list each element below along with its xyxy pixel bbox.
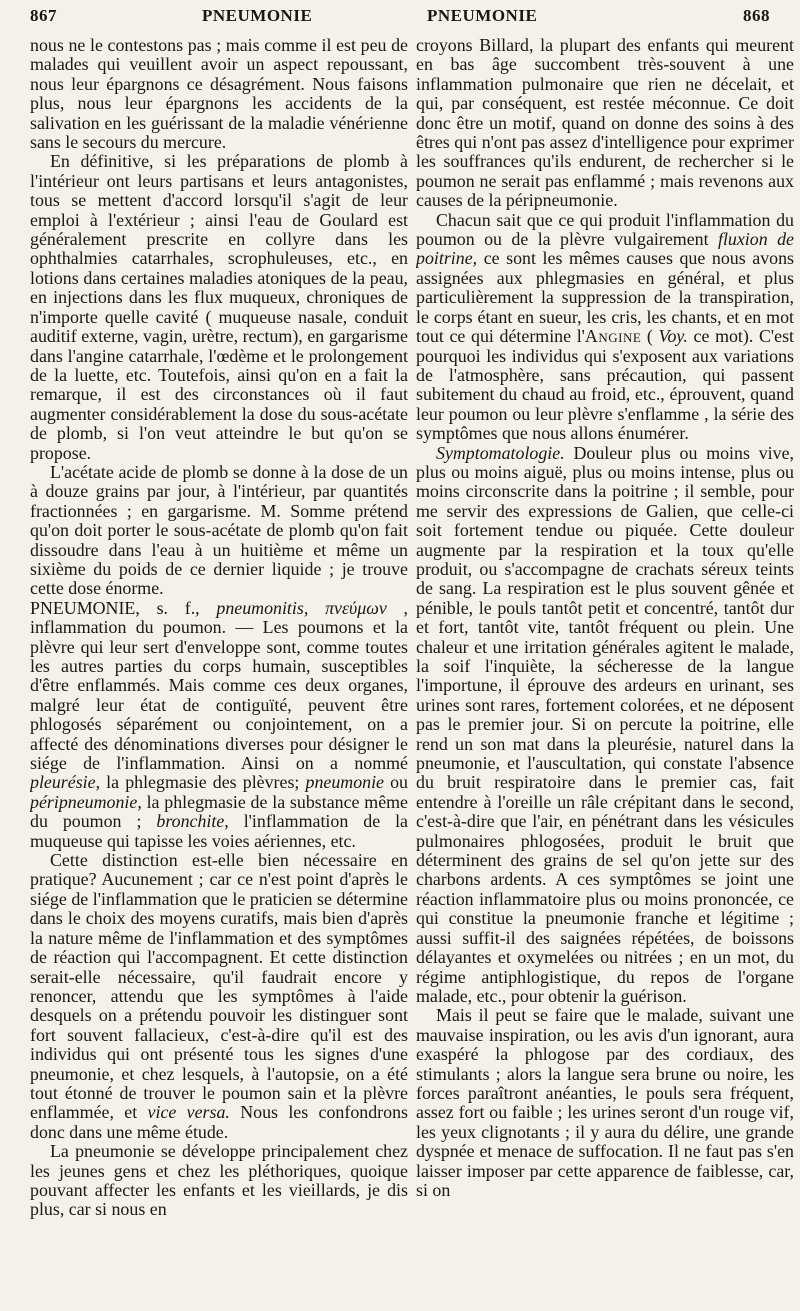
paragraph: Symptomatologie. Douleur plus ou moins vive, plus ou moins aiguë, plus ou moins intense, plus ou moins circonscrite dans la poitrine ; il semble, pour me servir des expressions de Galien, que celle-ci soit fortement tendue ou piquée. Cette douleur augmente par la respiration et la toux qu'elle produit, ou s'accompagne de crachats séreux teints de sang. La respiration est le plus souvent gênée et pénible, le pouls tantôt petit et concentré, tantôt dur et fort, tantôt vite, tantôt fréquent ou plein. Une chaleur et une irritation générales agitent le malade, la soif l'inquiète, la sécheresse de la langue l'importune, il éprouve des ardeurs en urinant, ses urines sont rares, fortement colorées, et ne déposent pas le premier jour. Si on percute la poitrine, elle rend un son mat dans la pleurésie, naturel dans la pneumonie, et l'auscultation, qui constate l'absence du bruit respiratoire dans le premier cas, fait entendre à l'oreille un râle crépitant dans le second, c'est-à-dire que l'air, en pénétrant dans les vésicules pulmonaires phlogosées, produit le bruit que déterminent des grains de sel qu'on jette sur des charbons ardents. A ces symptômes se joint une réaction inflammatoire plus ou moins prononcée, ce qui constitue la pneumonie franche et légitime ; aussi suffit-il des saignées répétées, de boissons délayantes et oxymelées ou nitrées ; en un mot, du régime antiphlogistique, du repos de l'organe malade, etc., pour obtenir la guérison. [416, 442, 794, 1006]
paragraph: croyons Billard, la plupart des enfants qui meurent en bas âge succombent très-souvent à une inflammation pulmonaire que rien ne décelait, et qui, par conséquent, est restée méconnue. Ce doit donc être un motif, quand on donne des soins à des êtres qui n'ont pas assez d'intelligence pour exprimer les souffrances qu'ils endurent, de rechercher si le poumon ne serait pas enflammé ; mais revenons aux causes de la péripneumonie. [416, 36, 794, 211]
paragraph: Mais il peut se faire que le malade, suivant une mauvaise inspiration, ou les avis d'un ignorant, aura exaspéré la phlogose par des cordiaux, des stimulants ; alors la langue sera brune ou noire, les forces paraîtront anéanties, le pouls sera fréquent, assez fort ou faible ; les urines seront d'un rouge vif, les yeux clignotants ; il y aura du délire, une grande dyspnée et menace de suffocation. Il ne faut pas s'en laisser imposer par cette apparence de faiblesse, car, si on [416, 1005, 794, 1200]
entry-pneumonie: PNEUMONIE, s. f., pneumonitis, πνεύμων , inflammation du poumon. — Les poumons et la plèvre qui leur sert d'enveloppe sont, comme toutes les autres parties du corps humain, susceptibles d'être enflammés. Mais comme ces deux organes, malgré leur état de contiguïté, peuvent être phlogosés séparément ou conjointement, on a affecté des dénominations diverses pour désigner le siége de l'inflammation. Ainsi on a nommé pleurésie, la phlegmasie des plèvres; pneumonie ou péripneumonie, la phlegmasie de la substance même du poumon ; bronchite, l'inflammation de la muqueuse qui tapisse les voies aériennes, etc. [30, 597, 408, 851]
page-number-left: 867 [30, 6, 57, 25]
cross-reference: Angine [584, 326, 642, 347]
running-title-right: PNEUMONIE [427, 6, 538, 25]
page-header [30, 6, 770, 32]
right-column [416, 36, 794, 1308]
greek-term: πνεύμων [325, 597, 387, 618]
paragraph: En définitive, si les préparations de plomb à l'intérieur ont leurs partisans et leurs antagonistes, tous se mettent d'accord lorsqu'il s'agit de leur emploi à l'extérieur ; ainsi l'eau de Goulard est généralement prescrite en collyre dans les ophthalmies catarrhales, scrophuleuses, etc., en lotions dans certaines maladies atoniques de la peau, en injections dans les flux muqueux, chroniques de n'importe quelle cavité ( muqueuse nasale, conduit auditif externe, vagin, urètre, rectum), en gargarisme dans l'angine catarrhale, l'œdème et le prolongement de la luette, etc. Toutefois, ainsi qu'on en a fait la remarque, il est des circonstances où il faut augmenter considérablement la dose du sous-acétate de plomb, si l'on veut atteindre le but qu'on se propose. [30, 151, 408, 463]
section-heading: Symptomatologie. [436, 442, 565, 463]
left-column [30, 36, 408, 1308]
paragraph: Chacun sait que ce qui produit l'inflammation du poumon ou de la plèvre vulgairement fluxion de poitrine, ce sont les mêmes causes que nous avons assignées aux phlegmasies en général, et plus particulièrement la suppression de la transpiration, le corps étant en sueur, les cris, les chants, et en mot tout ce qui détermine l'Angine ( Voy. ce mot). C'est pourquoi les individus qui s'exposent aux variations de l'atmosphère, sans précaution, qui passent subitement du chaud au froid, etc., éprouvent, quand leur poumon ou leur plèvre s'enflamme , la série des symptômes que nous allons énumérer. [416, 209, 794, 444]
paragraph: La pneumonie se développe principalement chez les jeunes gens et chez les pléthoriques, quoique pouvant affecter les enfants et les vieillards, je dis plus, car si nous en [30, 1141, 408, 1220]
page-number-right: 868 [743, 6, 770, 25]
running-title-left: PNEUMONIE [202, 6, 313, 25]
paragraph: Cette distinction est-elle bien nécessaire en pratique? Aucunement ; car ce n'est point d'après le siége de l'inflammation que le praticien se détermine dans le choix des moyens curatifs, mais bien d'après la nature même de l'inflammation et des symptômes de réaction qui l'accompagnent. Et cette distinction serait-elle nécessaire, qu'il faudrait encore y renoncer, attendu que les symptômes à l'aide desquels on a prétendu pouvoir les distinguer sont fort souvent fallacieux, c'est-à-dire qu'il est des individus qui ont présenté tous les signes d'une pneumonie, et chez lesquels, à l'autopsie, on a été tout étonné de trouver le poumon sain et la plèvre enflammée, et vice versa. Nous les confondrons donc dans une même étude. [30, 850, 408, 1142]
paragraph: L'acétate acide de plomb se donne à la dose de un à douze grains par jour, à l'intérieur, par quantités fractionnées ; en gargarisme. M. Somme prétend qu'on doit porter le sous-acétate de plomb qu'on fait dissoudre dans l'eau à un huitième et même un sixième du poids de ce dernier liquide ; je trouve cette dose énorme. [30, 461, 408, 599]
paragraph: nous ne le contestons pas ; mais comme il est peu de malades qui veuillent avoir un aspect repoussant, nous leur épargnons ce désagrément. Nous faisons plus, nous leur épargnons les accidents de la salivation en les guérissant de la maladie vénérienne sans le secours du mercure. [30, 36, 408, 153]
entry-headword: PNEUMONIE, [30, 597, 140, 618]
